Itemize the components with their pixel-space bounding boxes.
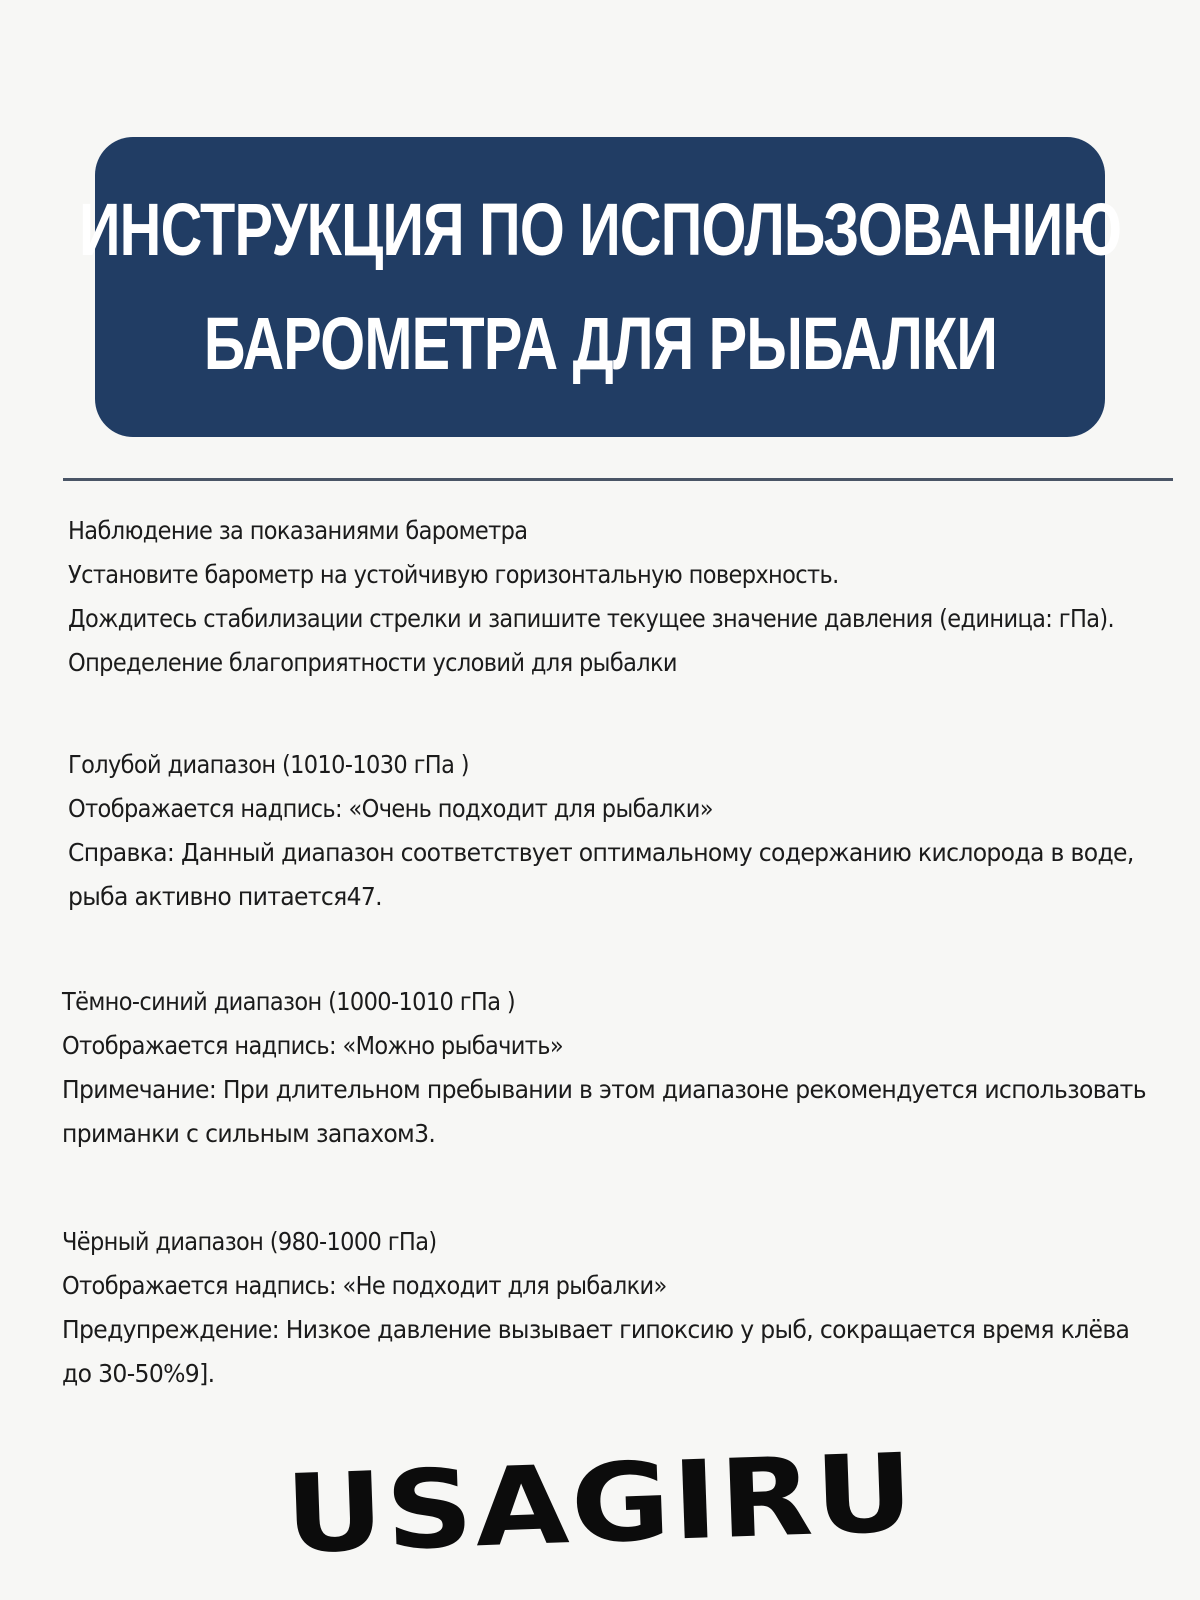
intro-step-2: Дождитесь стабилизации стрелки и запишите текущее значение давления (единица: гПа). (68, 604, 1115, 633)
dark-blue-range-title: Тёмно-синий диапазон (1000-1010 гПа ) (62, 987, 516, 1016)
black-range-section (62, 1220, 1177, 1396)
title-banner (78, 137, 1122, 437)
brand-logo-text: USAGIRU (282, 1431, 918, 1578)
intro-heading: Наблюдение за показаниями барометра (68, 516, 528, 545)
blue-range-title: Голубой диапазон (1010-1030 гПа ) (68, 750, 469, 779)
title-line-1: ИНСТРУКЦИЯ ПО ИСПОЛЬЗОВАНИЮ (78, 188, 1122, 271)
dark-blue-range-section (62, 980, 1177, 1156)
intro-section (68, 509, 1183, 685)
intro-step-1: Установите барометр на устойчивую горизонтальную поверхность. (68, 560, 839, 589)
black-range-note: Предупреждение: Низкое давление вызывает гипоксию у рыб, сокращается время клёва до 30-50%9]. (62, 1315, 1130, 1388)
divider (63, 478, 1173, 481)
black-range-display: Отображается надпись: «Не подходит для рыбалки» (62, 1271, 667, 1300)
intro-subheading: Определение благоприятности условий для рыбалки (68, 648, 677, 677)
blue-range-display: Отображается надпись: «Очень подходит для рыбалки» (68, 794, 713, 823)
blue-range-note: Справка: Данный диапазон соответствует оптимальному содержанию кислорода в воде, рыба активно питается47. (68, 838, 1134, 911)
dark-blue-range-note: Примечание: При длительном пребывании в этом диапазоне рекомендуется использовать приманки с сильным запахом3. (62, 1075, 1146, 1148)
black-range-title: Чёрный диапазон (980-1000 гПа) (62, 1227, 437, 1256)
title-line-2: БАРОМЕТРА ДЛЯ РЫБАЛКИ (203, 302, 997, 385)
blue-range-section (68, 743, 1183, 919)
dark-blue-range-display: Отображается надпись: «Можно рыбачить» (62, 1031, 564, 1060)
brand-logo (0, 1431, 1200, 1578)
